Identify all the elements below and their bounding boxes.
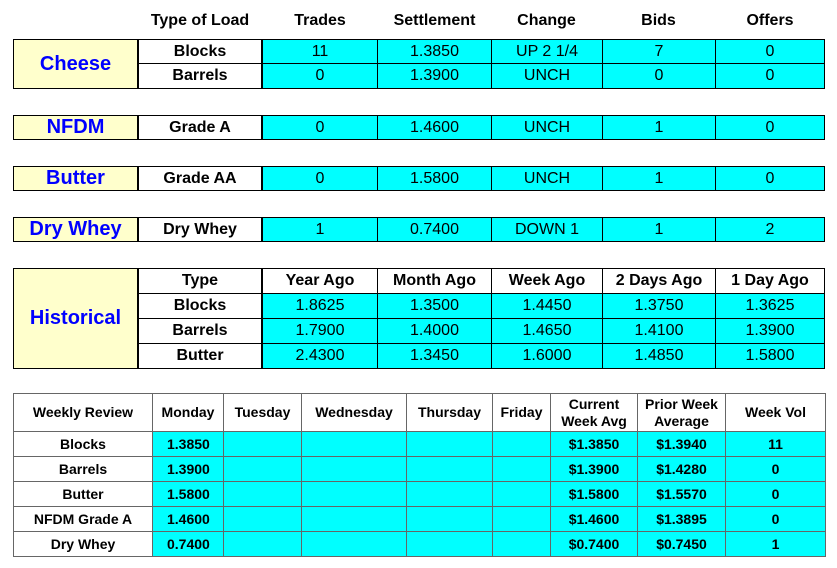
historical-blocks-type: Blocks <box>138 293 262 319</box>
weekly-monday: 1.4600 <box>153 507 224 532</box>
nfdm-trades: 0 <box>262 115 378 140</box>
historical-butter-week: 1.6000 <box>491 343 603 369</box>
weekly-tuesday <box>224 432 302 457</box>
historical-barrels-two-days: 1.4100 <box>602 318 716 344</box>
weekly-monday: 0.7400 <box>153 532 224 557</box>
weekly-header-week-vol: Week Vol <box>726 394 826 432</box>
dry-whey-bids: 1 <box>602 217 716 242</box>
cheese-barrels-settlement: 1.3900 <box>377 63 492 89</box>
historical-barrels-type: Barrels <box>138 318 262 344</box>
weekly-tuesday <box>224 457 302 482</box>
weekly-thursday <box>407 432 493 457</box>
table-row <box>14 432 826 457</box>
historical-header-2-days-ago: 2 Days Ago <box>602 268 716 294</box>
nfdm-change: UNCH <box>491 115 603 140</box>
weekly-friday <box>493 482 551 507</box>
header-type-of-load: Type of Load <box>150 12 250 29</box>
cheese-blocks-settlement: 1.3850 <box>377 39 492 64</box>
weekly-header-prior-week-average <box>638 394 726 432</box>
weekly-tuesday <box>224 482 302 507</box>
header-change: Change <box>517 12 576 29</box>
butter-bids: 1 <box>602 166 716 191</box>
weekly-product: Barrels <box>14 457 153 482</box>
weekly-vol: 0 <box>726 482 826 507</box>
dry-whey-offers: 2 <box>715 217 825 242</box>
weekly-prior-avg: $0.7450 <box>638 532 726 557</box>
butter-offers: 0 <box>715 166 825 191</box>
historical-header-week-ago: Week Ago <box>491 268 603 294</box>
weekly-header-friday: Friday <box>493 394 551 432</box>
weekly-prior-avg: $1.3895 <box>638 507 726 532</box>
weekly-header-prior-line1: Prior Week <box>645 395 718 412</box>
weekly-thursday <box>407 507 493 532</box>
weekly-monday: 1.3850 <box>153 432 224 457</box>
weekly-thursday <box>407 457 493 482</box>
weekly-header-row <box>14 394 826 432</box>
weekly-wednesday <box>302 532 407 557</box>
cheese-barrels-offers: 0 <box>715 63 825 89</box>
weekly-current-avg: $1.5800 <box>551 482 638 507</box>
historical-barrels-week: 1.4650 <box>491 318 603 344</box>
dry-whey-change: DOWN 1 <box>491 217 603 242</box>
historical-butter-month: 1.3450 <box>377 343 492 369</box>
historical-blocks-week: 1.4450 <box>491 293 603 319</box>
table-row <box>14 507 826 532</box>
weekly-vol: 1 <box>726 532 826 557</box>
cheese-barrels-type: Barrels <box>138 63 262 89</box>
weekly-vol: 0 <box>726 457 826 482</box>
butter-change: UNCH <box>491 166 603 191</box>
table-row <box>14 482 826 507</box>
nfdm-settlement: 1.4600 <box>377 115 492 140</box>
historical-butter-two-days: 1.4850 <box>602 343 716 369</box>
nfdm-label: NFDM <box>13 115 138 140</box>
nfdm-offers: 0 <box>715 115 825 140</box>
historical-butter-one-day: 1.5800 <box>715 343 825 369</box>
cheese-barrels-trades: 0 <box>262 63 378 89</box>
historical-blocks-month: 1.3500 <box>377 293 492 319</box>
cheese-blocks-offers: 0 <box>715 39 825 64</box>
weekly-review-table <box>13 393 826 557</box>
weekly-current-avg: $1.3850 <box>551 432 638 457</box>
weekly-friday <box>493 457 551 482</box>
cheese-barrels-change: UNCH <box>491 63 603 89</box>
historical-header-type: Type <box>138 268 262 294</box>
cheese-blocks-bids: 7 <box>602 39 716 64</box>
dry-whey-trades: 1 <box>262 217 378 242</box>
weekly-tuesday <box>224 532 302 557</box>
historical-barrels-month: 1.4000 <box>377 318 492 344</box>
historical-barrels-year: 1.7900 <box>262 318 378 344</box>
historical-blocks-two-days: 1.3750 <box>602 293 716 319</box>
header-settlement: Settlement <box>393 12 476 29</box>
weekly-header-current-week-avg <box>551 394 638 432</box>
historical-header-month-ago: Month Ago <box>377 268 492 294</box>
weekly-friday <box>493 432 551 457</box>
weekly-header-prior-line2: Average <box>654 412 709 429</box>
historical-blocks-year: 1.8625 <box>262 293 378 319</box>
weekly-prior-avg: $1.3940 <box>638 432 726 457</box>
weekly-wednesday <box>302 432 407 457</box>
weekly-header-monday: Monday <box>153 394 224 432</box>
weekly-header-thursday: Thursday <box>407 394 493 432</box>
weekly-header-current-line1: Current <box>568 395 620 412</box>
weekly-thursday <box>407 532 493 557</box>
butter-settlement: 1.5800 <box>377 166 492 191</box>
butter-type: Grade AA <box>138 166 262 191</box>
historical-label: Historical <box>13 268 138 369</box>
weekly-friday <box>493 532 551 557</box>
weekly-header-current-line2: Week Avg <box>561 412 627 429</box>
weekly-product: Blocks <box>14 432 153 457</box>
weekly-current-avg: $0.7400 <box>551 532 638 557</box>
weekly-wednesday <box>302 457 407 482</box>
weekly-header-title: Weekly Review <box>14 394 153 432</box>
butter-trades: 0 <box>262 166 378 191</box>
weekly-tuesday <box>224 507 302 532</box>
dry-whey-type: Dry Whey <box>138 217 262 242</box>
header-trades: Trades <box>294 12 346 29</box>
weekly-product: Dry Whey <box>14 532 153 557</box>
weekly-vol: 0 <box>726 507 826 532</box>
weekly-product: NFDM Grade A <box>14 507 153 532</box>
dry-whey-settlement: 0.7400 <box>377 217 492 242</box>
weekly-header-tuesday: Tuesday <box>224 394 302 432</box>
weekly-product: Butter <box>14 482 153 507</box>
cheese-blocks-type: Blocks <box>138 39 262 64</box>
weekly-vol: 11 <box>726 432 826 457</box>
historical-barrels-one-day: 1.3900 <box>715 318 825 344</box>
weekly-current-avg: $1.3900 <box>551 457 638 482</box>
header-offers: Offers <box>746 12 794 29</box>
butter-label: Butter <box>13 166 138 191</box>
header-bids: Bids <box>641 12 676 29</box>
historical-header-1-day-ago: 1 Day Ago <box>715 268 825 294</box>
weekly-monday: 1.5800 <box>153 482 224 507</box>
cheese-blocks-trades: 11 <box>262 39 378 64</box>
weekly-prior-avg: $1.4280 <box>638 457 726 482</box>
weekly-friday <box>493 507 551 532</box>
cheese-blocks-change: UP 2 1/4 <box>491 39 603 64</box>
weekly-monday: 1.3900 <box>153 457 224 482</box>
historical-butter-year: 2.4300 <box>262 343 378 369</box>
table-row <box>14 457 826 482</box>
weekly-thursday <box>407 482 493 507</box>
nfdm-bids: 1 <box>602 115 716 140</box>
table-row <box>14 532 826 557</box>
cheese-barrels-bids: 0 <box>602 63 716 89</box>
weekly-prior-avg: $1.5570 <box>638 482 726 507</box>
dry-whey-label: Dry Whey <box>13 217 138 242</box>
historical-header-year-ago: Year Ago <box>262 268 378 294</box>
weekly-wednesday <box>302 507 407 532</box>
historical-butter-type: Butter <box>138 343 262 369</box>
cheese-label: Cheese <box>13 39 138 89</box>
historical-blocks-one-day: 1.3625 <box>715 293 825 319</box>
weekly-current-avg: $1.4600 <box>551 507 638 532</box>
weekly-header-wednesday: Wednesday <box>302 394 407 432</box>
nfdm-type: Grade A <box>138 115 262 140</box>
weekly-wednesday <box>302 482 407 507</box>
